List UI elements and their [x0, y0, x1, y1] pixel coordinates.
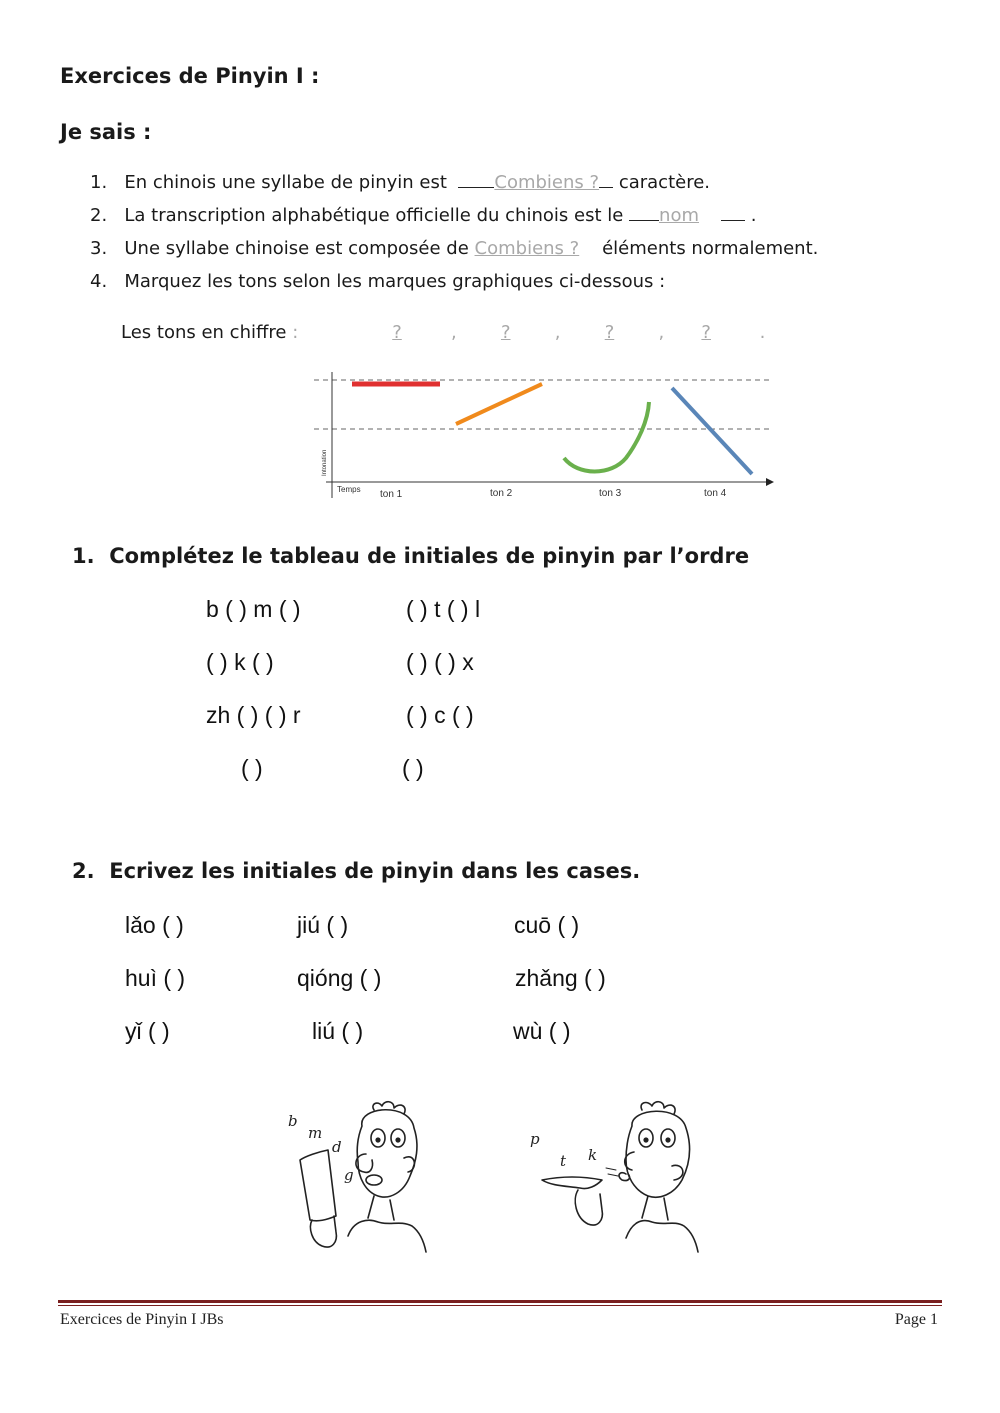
question-number: 2.: [90, 205, 108, 226]
exercise-2-heading: [72, 859, 640, 883]
ex1-row-1-right[interactable]: ( ) t ( ) l: [406, 596, 481, 622]
hand-icon: [575, 1190, 602, 1225]
head-icon: [626, 1111, 689, 1197]
answer-blank[interactable]: nom: [659, 205, 699, 226]
blank-line: [599, 173, 613, 188]
ex2-item-zhang[interactable]: zhǎng ( ): [515, 965, 606, 991]
paper-icon: [300, 1150, 336, 1221]
question-number: 3.: [90, 238, 108, 259]
answer-blank[interactable]: Combiens ?: [494, 172, 600, 193]
question-text: Une syllabe chinoise est composée de: [124, 238, 469, 259]
question-text: Marquez les tons selon les marques graphiques ci-dessous :: [124, 271, 666, 292]
cheek-icon: [672, 1165, 683, 1180]
tones-answers: ? , ? , ? , ? .: [343, 322, 765, 343]
tone-2-line: [456, 384, 542, 424]
letter-b: b: [288, 1112, 298, 1130]
tone-answer-4[interactable]: ?: [701, 322, 711, 343]
question-text: En chinois une syllabe de pinyin est: [124, 172, 447, 193]
letter-k: k: [588, 1146, 598, 1164]
tick-label-ton3: ton 3: [599, 488, 622, 499]
question-3: [90, 238, 818, 259]
ex2-item-lao[interactable]: lǎo ( ): [125, 912, 184, 938]
x-axis-arrow: [766, 478, 774, 486]
tick-label-ton2: ton 2: [490, 488, 513, 499]
footer-rule-thin: [58, 1305, 942, 1306]
section-je-sais: Je sais :: [60, 120, 152, 144]
y-axis-label: Intonation: [322, 449, 328, 476]
question-2: [90, 205, 756, 226]
question-number: 1.: [90, 172, 108, 193]
letter-t: t: [560, 1152, 567, 1170]
footer-page-number: Page 1: [894, 1311, 938, 1328]
ex1-row-3-left[interactable]: zh ( ) ( ) r: [206, 702, 301, 728]
exercise-number: 2.: [72, 859, 95, 883]
question-4: [90, 271, 665, 292]
mouth-icon: [366, 1175, 382, 1185]
letter-g: g: [344, 1166, 354, 1184]
ex2-item-wu[interactable]: wù ( ): [513, 1018, 571, 1044]
tone-answer-3[interactable]: ?: [604, 322, 615, 343]
ex1-row-2-left[interactable]: ( ) k ( ): [206, 649, 274, 675]
illustration-aspirated: [522, 1096, 702, 1256]
tone-answer-2[interactable]: ?: [500, 322, 511, 343]
tones-label: Les tons en chiffre: [121, 322, 287, 343]
question-text-end: .: [750, 205, 757, 226]
question-text-end: éléments normalement.: [602, 238, 819, 259]
letter-d: d: [332, 1138, 342, 1156]
question-text: La transcription alphabétique officielle du chinois est le: [124, 205, 624, 226]
answer-blank[interactable]: Combiens ?: [474, 238, 580, 259]
letter-m: m: [308, 1124, 323, 1142]
breath-icon: [606, 1168, 618, 1176]
page-title: Exercices de Pinyin I :: [60, 64, 320, 88]
ex2-item-qiong[interactable]: qióng ( ): [297, 965, 382, 991]
exercise-title: Complétez le tableau de initiales de pinyin par l’ordre: [109, 544, 750, 568]
question-text-end: caractère.: [618, 172, 710, 193]
tick-label-ton4: ton 4: [704, 488, 727, 499]
exercise-1-heading: [72, 544, 749, 568]
letter-p: p: [530, 1130, 540, 1148]
paper-icon: [542, 1177, 602, 1189]
ex1-row-1-left[interactable]: b ( ) m ( ): [206, 596, 301, 622]
ex1-row-4-right[interactable]: ( ): [402, 755, 424, 781]
ex2-item-hui[interactable]: huì ( ): [125, 965, 186, 991]
question-1: [90, 172, 710, 193]
pupil-icon: [666, 1138, 670, 1142]
blank-line: [458, 173, 494, 188]
ex2-item-yi[interactable]: yǐ ( ): [125, 1018, 170, 1044]
illustration-unaspirated: [278, 1096, 438, 1256]
footer-left: Exercices de Pinyin I JBs: [60, 1311, 224, 1328]
footer-rule-thick: [58, 1300, 942, 1303]
neck-icon: [368, 1196, 394, 1220]
ex1-row-4-left[interactable]: ( ): [241, 755, 263, 781]
ex2-item-cuo[interactable]: cuō ( ): [514, 912, 580, 938]
tone-chart: [306, 366, 781, 504]
ex1-row-2-right[interactable]: ( ) ( ) x: [406, 649, 474, 675]
tick-label-ton1: ton 1: [380, 489, 403, 500]
tone-answer-1[interactable]: ?: [392, 322, 402, 343]
pupil-icon: [376, 1138, 380, 1142]
tones-colon: :: [292, 322, 299, 343]
collar-icon: [348, 1220, 426, 1252]
ear-icon: [404, 1157, 414, 1172]
ex1-row-3-right[interactable]: ( ) c ( ): [406, 702, 474, 728]
exercise-title: Ecrivez les initiales de pinyin dans les cases.: [109, 859, 641, 883]
mouth-icon: [619, 1173, 630, 1181]
tone-3-line: [564, 402, 649, 472]
blank-line: [721, 206, 745, 221]
blank-line: [629, 206, 659, 221]
collar-icon: [626, 1221, 698, 1252]
question-number: 4.: [90, 271, 108, 292]
tone-4-line: [672, 388, 752, 474]
x-axis-label: Temps: [337, 485, 361, 494]
exercise-number: 1.: [72, 544, 95, 568]
neck-icon: [642, 1196, 668, 1220]
tones-line: [121, 322, 298, 343]
ex2-item-jiu[interactable]: jiú ( ): [297, 912, 349, 938]
ex2-item-liu[interactable]: liú ( ): [312, 1018, 364, 1044]
pupil-icon: [644, 1138, 648, 1142]
pupil-icon: [396, 1138, 400, 1142]
tones-end: .: [759, 322, 766, 343]
